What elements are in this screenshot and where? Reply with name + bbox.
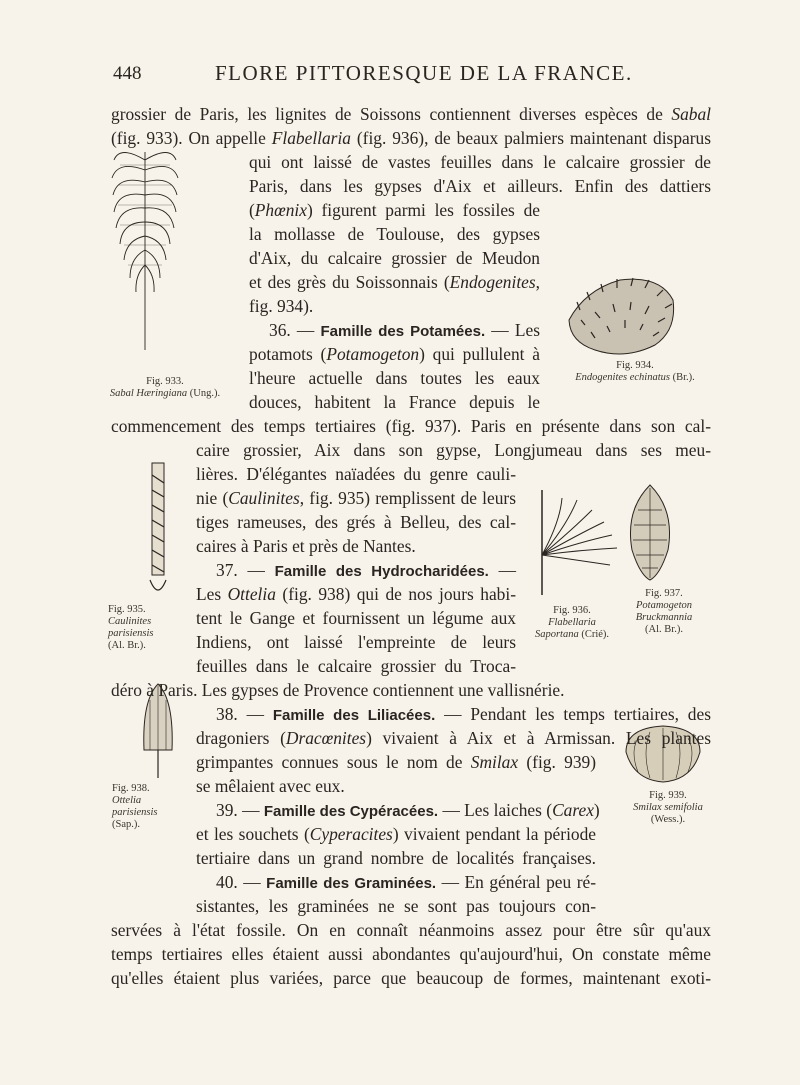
text-line-23: Indiens, ont laissé l'empreinte de leurs	[196, 632, 516, 652]
text-line-28: grimpantes connues sous le nom de Smilax (fig. 939)	[196, 752, 597, 772]
text-line-6: la mollasse de Toulouse, des gypses	[249, 224, 540, 244]
text-line-20: 37. — Famille des Hydrocharidées. —	[216, 560, 516, 580]
text-line-16: lières. D'élégantes naïadées du genre cauli-	[196, 464, 516, 484]
caption-fig-933: Fig. 933. Sabal Hæringiana (Ung.).	[109, 376, 221, 399]
figure-934-endogenites-illustration	[565, 270, 677, 358]
text-line-27: dragoniers (Dracœnites) vivaient à Aix et à Armissan. Les plantes	[196, 728, 711, 748]
page-number: 448	[113, 63, 142, 84]
text-line-24: feuilles dans le calcaire grossier du Troca-	[196, 656, 516, 676]
caption-fig-938: Fig. 938. Ottelia parisiensis (Sap.).	[112, 783, 158, 830]
text-line-7: d'Aix, du calcaire grossier de Meudon	[249, 248, 540, 268]
text-line-19: caires à Paris et près de Nantes.	[196, 536, 416, 556]
text-line-5: (Phœnix) figurent parmi les fossiles de	[249, 200, 540, 220]
text-line-8: et des grès du Soissonnais (Endogenites,	[249, 272, 540, 292]
text-line-17: nie (Caulinites, fig. 935) remplissent de leurs	[196, 488, 516, 508]
text-line-34: sistantes, les graminées ne se sont pas toujours con-	[196, 896, 596, 916]
text-line-14: commencement des temps tertiaires (fig. 937). Paris en présente dans son cal-	[111, 416, 711, 436]
text-line-4: Paris, dans les gypses d'Aix et ailleurs. Enfin des dattiers	[249, 176, 711, 196]
text-line-31: et les souchets (Cyperacites) vivaient pendant la période	[196, 824, 597, 844]
text-line-29: se mêlaient avec eux.	[196, 776, 345, 796]
text-line-36: temps tertiaires elles étaient aussi abondantes qu'aujourd'hui, On constate même	[111, 944, 711, 964]
text-line-2: (fig. 933). On appelle Flabellaria (fig. 936), de beaux palmiers maintenant disparus	[111, 128, 711, 148]
text-line-30: 39. — Famille des Cypéracées. — Les laiches (Carex)	[216, 800, 600, 820]
text-line-15: caire grossier, Aix dans son gypse, Longjumeau dans ses meu-	[196, 440, 711, 460]
caption-fig-937: Fig. 937. Potamogeton Bruckmannia (Al. Br.).	[635, 588, 693, 635]
text-line-11: potamots (Potamogeton) qui pullulent à	[249, 344, 540, 364]
figure-936-flabellaria-illustration	[522, 480, 632, 600]
figure-933-sabal-illustration	[110, 140, 180, 360]
text-line-12: l'heure actuelle dans toutes les eaux	[249, 368, 540, 388]
figure-935-caulinites-illustration	[138, 455, 178, 605]
caption-fig-934: Fig. 934. Endogenites echinatus (Br.).	[575, 360, 695, 383]
text-line-32: tertiaire dans un grand nombre de localités françaises.	[196, 848, 596, 868]
text-line-10: 36. — Famille des Potamées. — Les	[269, 320, 540, 340]
text-line-21: Les Ottelia (fig. 938) qui de nos jours habi-	[196, 584, 516, 604]
text-line-1: grossier de Paris, les lignites de Soissons contiennent diverses espèces de Sabal	[111, 104, 711, 124]
text-line-26: 38. — Famille des Liliacées. — Pendant les temps tertiaires, des	[216, 704, 711, 724]
figure-937-potamogeton-illustration	[620, 480, 680, 585]
running-title: FLORE PITTORESQUE DE LA FRANCE.	[215, 61, 633, 85]
text-line-3: qui ont laissé de vastes feuilles dans le calcaire grossier de	[249, 152, 711, 172]
text-line-35: servées à l'état fossile. On en connaît néanmoins assez pour être sûr qu'aux	[111, 920, 711, 940]
text-line-18: tiges rameuses, des grés à Belleu, des cal-	[196, 512, 516, 532]
text-line-37: qu'elles étaient plus variées, parce que beaucoup de formes, maintenant exoti-	[111, 968, 711, 988]
text-line-13: douces, habitent la France depuis le	[249, 392, 540, 412]
caption-fig-935: Fig. 935. Caulinites parisiensis (Al. Br.).	[108, 604, 154, 651]
text-line-22: tent le Gange et fournissent un légume aux	[196, 608, 516, 628]
text-line-33: 40. — Famille des Graminées. — En général peu ré-	[216, 872, 597, 892]
text-line-9: fig. 934).	[249, 296, 314, 316]
caption-fig-939: Fig. 939. Smilax semifolia (Wess.).	[633, 790, 703, 825]
caption-fig-936: Fig. 936. Flabellaria Saportana (Crié).	[534, 605, 610, 640]
text-line-25: déro à Paris. Les gypses de Provence contiennent une vallisnérie.	[111, 680, 565, 700]
